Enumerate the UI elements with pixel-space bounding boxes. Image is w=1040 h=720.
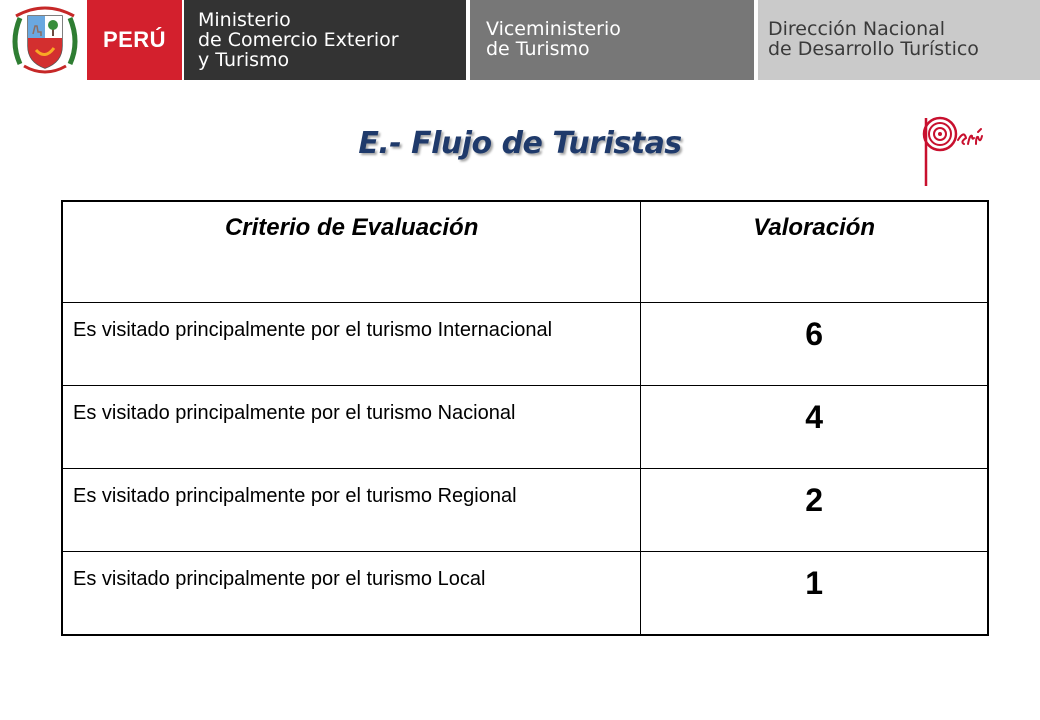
ministerio-block [184,0,466,80]
ministerio-line-2: de Comercio Exterior [198,29,399,51]
valoracion-cell: 6 [805,316,824,352]
direccion-line-1: Dirección Nacional [768,18,946,40]
ministerio-line-1: Ministerio [198,9,291,31]
valoracion-cell: 4 [805,399,824,435]
header-criterio: Criterio de Evaluación [62,201,641,303]
table-header-row [62,201,988,303]
peru-brand-block [87,0,182,80]
table-row [62,386,988,469]
header-valoracion: Valoración [641,201,988,303]
table-row [62,552,988,636]
criterio-cell: Es visitado principalmente por el turismo Internacional [73,319,553,341]
direccion-line-2: de Desarrollo Turístico [768,38,979,60]
viceministerio-line-1: Viceministerio [486,18,621,40]
table-row [62,469,988,552]
table-row [62,303,988,386]
ministerio-line-3: y Turismo [198,49,290,71]
marca-peru-logo-icon [912,104,990,188]
header-bar [0,0,1040,80]
country-label: PERÚ [102,27,167,52]
coat-of-arms-icon [6,2,84,76]
criterio-cell: Es visitado principalmente por el turismo Local [73,568,486,590]
viceministerio-block [470,0,754,80]
valoracion-cell: 2 [805,482,824,518]
valoracion-cell: 1 [805,565,824,601]
viceministerio-line-2: de Turismo [486,38,590,60]
slide-title: E.- Flujo de Turistas [358,126,682,161]
criterio-cell: Es visitado principalmente por el turismo Regional [73,485,517,507]
direccion-block [758,0,1040,80]
criterio-cell: Es visitado principalmente por el turismo Nacional [73,402,516,424]
evaluation-table [61,200,989,636]
